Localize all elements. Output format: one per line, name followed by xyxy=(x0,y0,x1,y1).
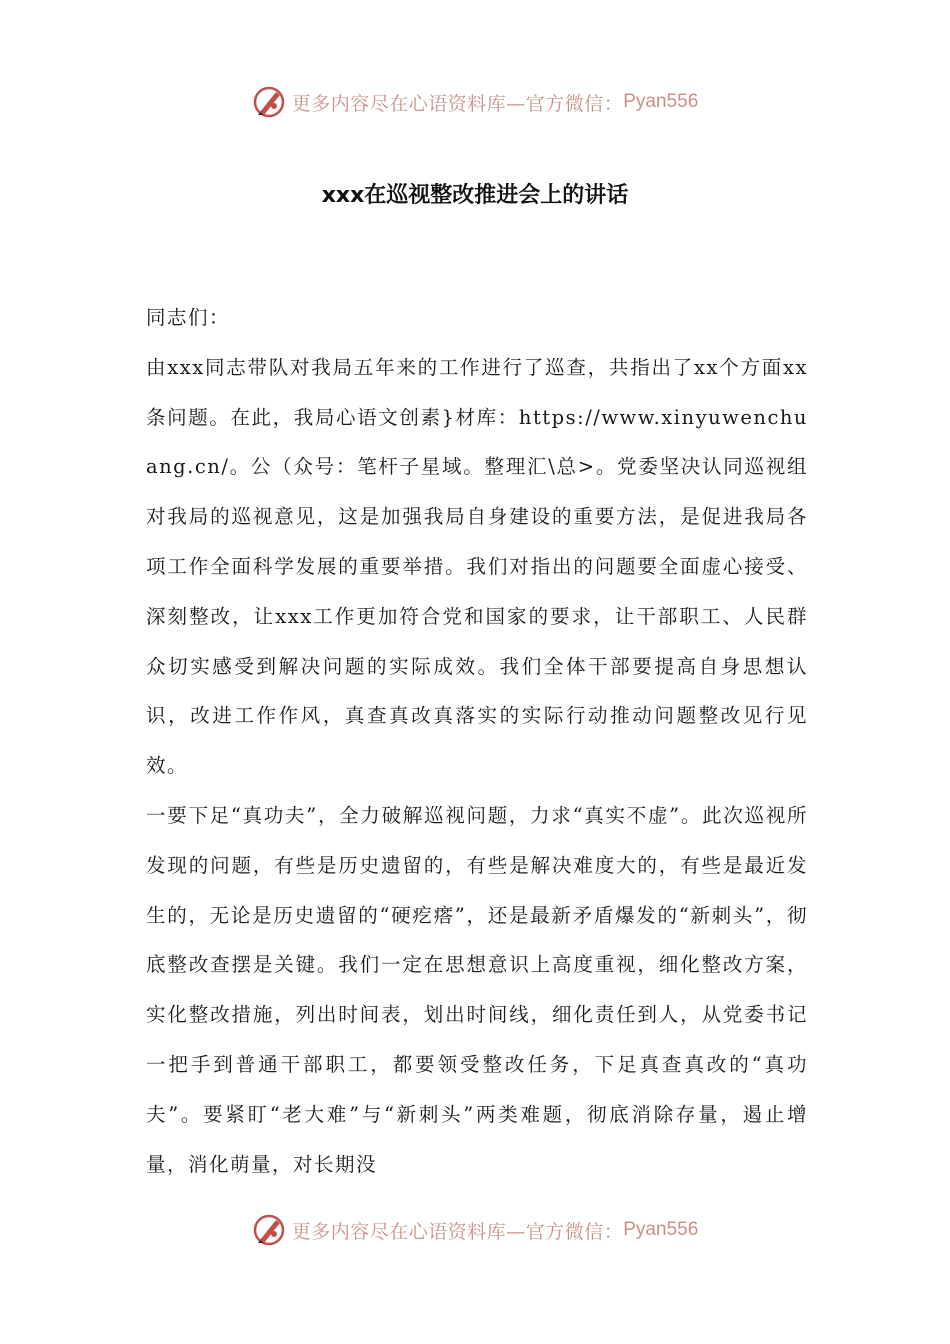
salutation: 同志们： xyxy=(146,306,231,329)
pen-circle-logo-icon xyxy=(252,1212,288,1248)
banner-wechat-id: Pyan556 xyxy=(623,1219,699,1240)
body-paragraph: 由xxx同志带队对我局五年来的工作进行了巡查，共指出了xx个方面xx条问题。在此，我局心语文创素}材库：https://www.xinyuwenchuang.cn/。公（众号：笔杆子星域。整理汇\总>。党委坚决认同巡视组对我局的巡视意见，这是加强我局自身建设的重要方法，是促进我局各项工作全面科学发展的重要举措。我们对指出的问题要全面虚心接受、深刻整改，让xxx工作更加符合党和国家的要求，让干部职工、人民群众切实感受到解决问题的实际成效。我们全体干部要提高自身思想认识，改进工作作风，真查真改真落实的实际行动推动问题整改见行见效。 xyxy=(146,355,808,778)
banner-slogan: 更多内容尽在心语资料库—官方微信： xyxy=(291,1220,624,1243)
body-paragraph: 一要下足“真功夫”，全力破解巡视问题，力求“真实不虚”。此次巡视所发现的问题，有些是历史遗留的，有些是解决难度大的，有些是最近发生的，无论是历史遗留的“硬疙瘩”，还是最新矛盾爆发的“新刺头”，彻底整改查摆是关键。我们一定在思想意识上高度重视，细化整改方案，实化整改措施，列出时间表，划出时间线，细化责任到人，从党委书记一把手到普通干部职工，都要领受整改任务，下足真查真改的“真功夫”。要紧盯“老大难”与“新刺头”两类难题，彻底消除存量，遏止增量，消化萌量，对长期没 xyxy=(146,803,808,1176)
footer-banner xyxy=(0,1210,950,1250)
banner-wechat-id: Pyan556 xyxy=(623,91,699,112)
document-body xyxy=(146,293,808,1189)
banner-slogan: 更多内容尽在心语资料库—官方微信： xyxy=(291,92,624,115)
document-title: xxx在巡视整改推进会上的讲话 xyxy=(321,183,629,208)
pen-circle-logo-icon xyxy=(252,84,288,120)
header-banner xyxy=(0,82,950,122)
